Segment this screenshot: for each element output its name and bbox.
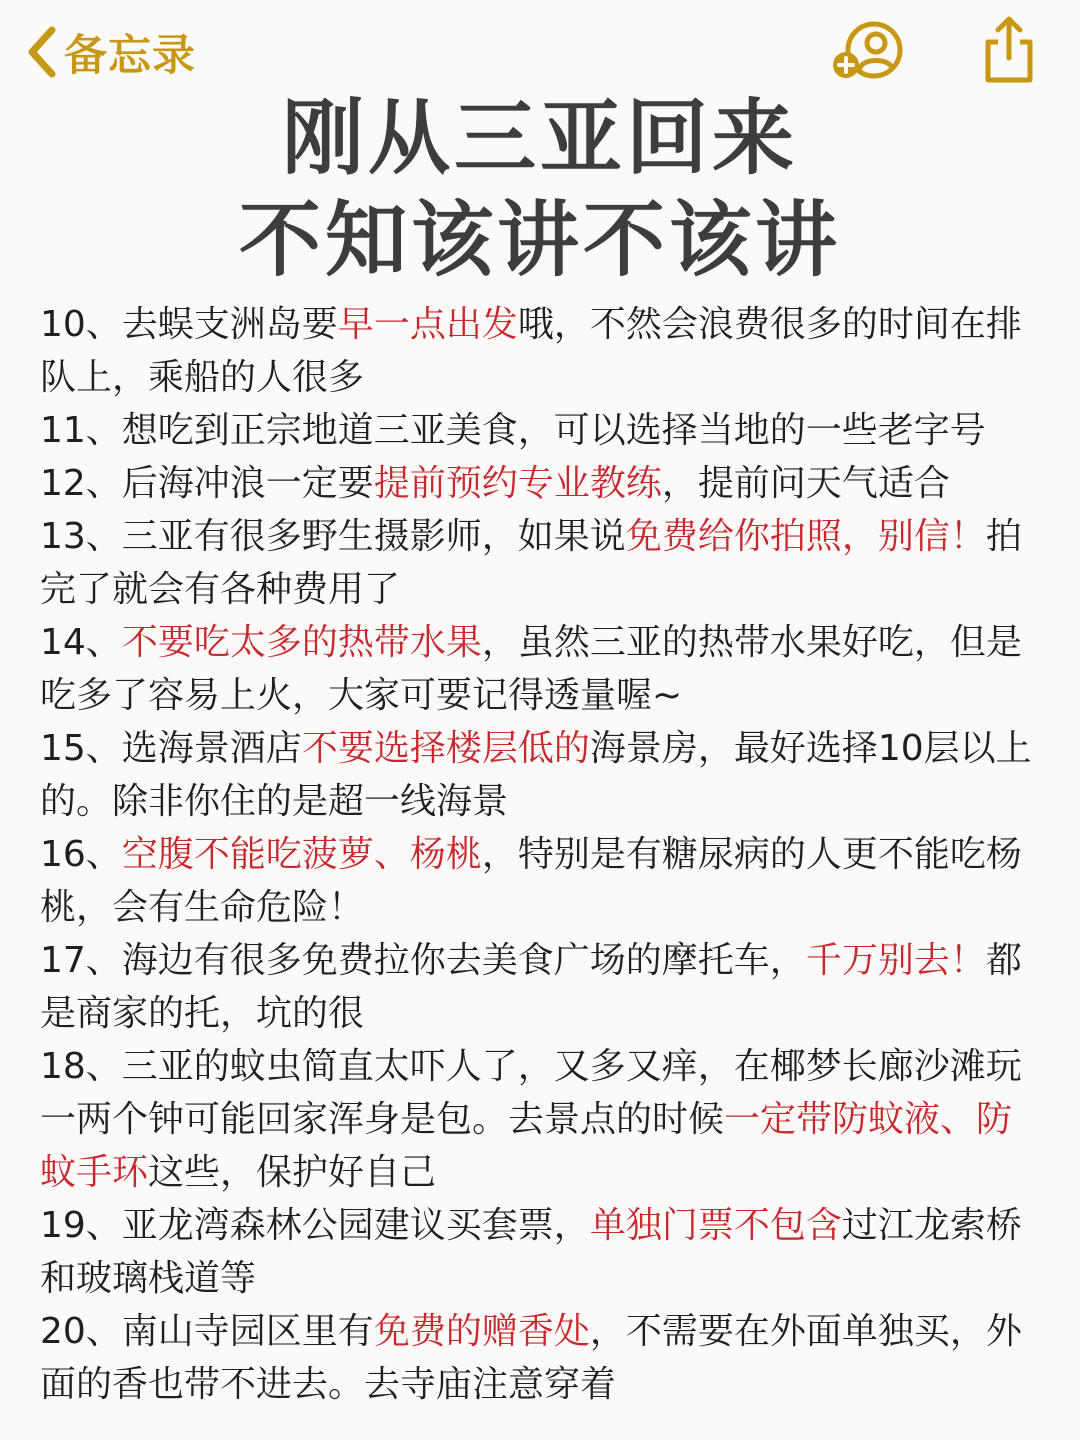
note-text: 都是商家的托，坑的很 (40, 940, 1022, 1034)
note-item (40, 1305, 1040, 1411)
add-collaborator-button[interactable] (830, 18, 910, 88)
note-title-line-2: 不知该讲不该讲 (238, 193, 841, 288)
note-text: 这些，保护好自己 (148, 1152, 437, 1193)
note-text: 11、想吃到正宗地道三亚美食，可以选择当地的一些老字号 (40, 410, 986, 451)
note-item (40, 1199, 1040, 1305)
highlighted-text: 早一点出发 (337, 304, 518, 345)
note-text: 15、选海景酒店 (40, 728, 302, 769)
note-item (40, 934, 1040, 1040)
share-icon (978, 71, 1040, 90)
navigation-bar (0, 0, 1080, 100)
note-text: ，虽然三亚的热带水果好吃，但是吃多了容易上火，大家可要记得透量喔~ (40, 622, 1022, 716)
highlighted-text: 免费的赠香处 (373, 1311, 590, 1352)
note-text: 12、后海冲浪一定要 (40, 463, 374, 504)
highlighted-text: 千万别去！ (805, 940, 986, 981)
note-item (40, 457, 1040, 510)
note-text: 19、亚龙湾森林公园建议买套票， (40, 1205, 590, 1246)
note-text: 17、海边有很多免费拉你去美食广场的摩托车， (40, 940, 806, 981)
note-text: 拍完了就会有各种费用了 (40, 516, 1022, 610)
highlighted-text: 空腹不能吃菠萝、杨桃 (121, 834, 482, 875)
chevron-left-icon (24, 26, 58, 78)
highlighted-text: 一定带防蚊液、防蚊手环 (40, 1099, 1013, 1193)
highlighted-text: 提前预约专业教练 (373, 463, 662, 504)
note-item (40, 722, 1040, 828)
note-body[interactable] (40, 298, 1040, 1411)
note-item (40, 616, 1040, 722)
note-text: ，不需要在外面单独买，外面的香也带不进去。去寺庙注意穿着 (40, 1311, 1022, 1405)
note-item (40, 298, 1040, 404)
note-text: 18、三亚的蚊虫简直太吓人了，又多又痒，在椰梦长廊沙滩玩一两个钟可能回家浑身是包。去景点的时候 (40, 1046, 1022, 1140)
note-item (40, 510, 1040, 616)
back-button[interactable] (24, 22, 196, 82)
note-item (40, 1040, 1040, 1199)
note-title-line-1: 刚从三亚回来 (281, 91, 798, 186)
note-text: 16、 (40, 834, 122, 875)
note-text: 10、去蜈支洲岛要 (40, 304, 338, 345)
highlighted-text: 免费给你拍照，别信！ (625, 516, 986, 557)
note-item (40, 828, 1040, 934)
note-text: 20、南山寺园区里有 (40, 1311, 374, 1352)
share-button[interactable] (978, 14, 1040, 86)
highlighted-text: 不要选择楼层低的 (301, 728, 590, 769)
note-text: ，提前问天气适合 (661, 463, 950, 504)
note-text: 哦，不然会浪费很多的时间在排队上，乘船的人很多 (40, 304, 1022, 398)
highlighted-text: 单独门票不包含 (589, 1205, 842, 1246)
note-text: 海景房，最好选择10层以上的。除非你住的是超一线海景 (40, 728, 1032, 822)
note-text: 14、 (40, 622, 122, 663)
back-label: 备忘录 (64, 30, 196, 81)
note-text: 过江龙索桥和玻璃栈道等 (40, 1205, 1022, 1299)
add-collaborator-icon (830, 73, 910, 92)
note-item (40, 404, 1040, 457)
note-text: 13、三亚有很多野生摄影师，如果说 (40, 516, 626, 557)
note-text: ，特别是有糖尿病的人更不能吃杨桃，会有生命危险！ (40, 834, 1022, 928)
highlighted-text: 不要吃太多的热带水果 (121, 622, 482, 663)
